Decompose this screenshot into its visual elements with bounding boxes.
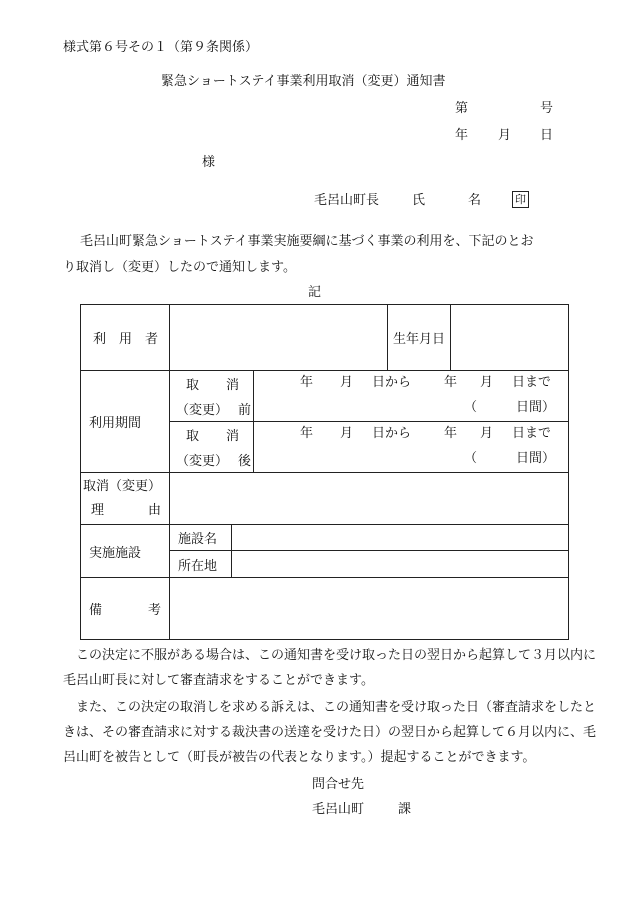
doc-number-prefix: 第: [455, 101, 469, 116]
period-label: 利用期間: [89, 416, 142, 431]
after-days-open: （: [464, 451, 478, 466]
remarks-label-a: 備: [89, 603, 103, 618]
reason-label-cell: [81, 473, 170, 525]
facility-name-label-cell: [170, 525, 232, 551]
notice-table: [80, 304, 569, 640]
note-2-line-3: 呂山町を被告として（町長が被告の代表となります。）提起することができます。: [63, 750, 536, 765]
after-from-day: 日から: [372, 426, 412, 441]
before-label-c: （変更）: [176, 403, 229, 418]
before-to-day: 日まで: [512, 375, 552, 390]
user-label: 利 用 者: [93, 332, 159, 347]
after-label-a: 取: [186, 429, 200, 444]
date-year-label: 年: [455, 128, 469, 143]
before-label-a: 取: [186, 378, 200, 393]
form-number: 様式第６号その１（第９条関係）: [63, 40, 259, 55]
before-from-year: 年: [300, 375, 314, 390]
before-to-year: 年: [444, 375, 458, 390]
user-label-cell: [81, 305, 170, 371]
period-label-cell: [81, 371, 170, 473]
name-label-2: 名: [468, 193, 482, 208]
ki-heading: 記: [308, 285, 322, 300]
note-2-line-1: また、この決定の取消しを求める訴えは、この通知書を受け取った日（審査請求をしたと: [76, 700, 597, 715]
seal-mark: 印: [512, 191, 529, 208]
facility-address-label-cell: [170, 551, 232, 578]
note-1-line-1: この決定に不服がある場合は、この通知書を受け取った日の翌日から起算して３月以内に: [76, 648, 597, 663]
date-day-label: 日: [540, 128, 554, 143]
remarks-label-cell: [81, 578, 170, 640]
after-from-year: 年: [300, 426, 314, 441]
remarks-value-cell[interactable]: [170, 578, 569, 640]
after-days-cell[interactable]: [254, 447, 569, 473]
after-days-close: 日間）: [516, 451, 556, 466]
after-label-cell-2: [170, 447, 254, 473]
birthdate-value-cell[interactable]: [451, 305, 569, 371]
contact-label: 問合せ先: [312, 777, 365, 792]
facility-label: 実施施設: [89, 545, 142, 561]
intro-line-1: 毛呂山町緊急ショートステイ事業実施要綱に基づく事業の利用を、下記のとお: [80, 234, 534, 249]
facility-name-value-cell[interactable]: [232, 525, 569, 551]
after-from-month: 月: [340, 426, 354, 441]
reason-label-1: 取消（変更）: [83, 478, 162, 494]
before-label-b: 消: [225, 378, 239, 393]
reason-label-2a: 理: [91, 502, 105, 518]
reason-label-2b: 由: [147, 502, 161, 518]
birthdate-label-cell: [388, 305, 451, 371]
note-2-line-2: きは、その審査請求に対する裁決書の送達を受けた日）の翌日から起算して６月以内に、毛: [63, 725, 597, 740]
name-label-1: 氏: [412, 193, 426, 208]
facility-address-value-cell[interactable]: [232, 551, 569, 578]
before-label-cell-2: [170, 396, 254, 422]
before-from-day: 日から: [372, 375, 412, 390]
before-from-month: 月: [340, 375, 354, 390]
user-value-cell[interactable]: [170, 305, 388, 371]
after-label-b: 消: [225, 429, 239, 444]
reason-value-cell[interactable]: [170, 473, 569, 525]
contact-dept-suffix: 課: [398, 802, 412, 817]
after-to-year: 年: [444, 426, 458, 441]
before-label-cell: [170, 371, 254, 397]
before-label-d: 前: [237, 403, 251, 418]
after-dates-cell[interactable]: [254, 422, 569, 448]
birthdate-label: 生年月日: [393, 332, 446, 347]
addressee-suffix: 様: [202, 155, 216, 170]
after-label-cell: [170, 422, 254, 448]
before-dates-cell[interactable]: [254, 371, 569, 397]
facility-name-label: 施設名: [178, 532, 218, 547]
after-label-d: 後: [237, 454, 251, 469]
before-days-open: （: [464, 400, 478, 415]
facility-address-label: 所在地: [178, 558, 218, 574]
remarks-label-b: 考: [147, 603, 161, 618]
date-month-label: 月: [498, 128, 512, 143]
intro-line-2: り取消し（変更）したので通知します。: [63, 260, 296, 275]
after-to-month: 月: [480, 426, 494, 441]
issuer-title: 毛呂山町長: [314, 193, 380, 208]
after-to-day: 日まで: [512, 426, 552, 441]
facility-label-cell: [81, 525, 170, 578]
before-to-month: 月: [480, 375, 494, 390]
after-label-c: （変更）: [176, 454, 229, 469]
before-days-cell[interactable]: [254, 396, 569, 422]
before-days-close: 日間）: [516, 400, 556, 415]
document-title: 緊急ショートステイ事業利用取消（変更）通知書: [161, 74, 446, 89]
doc-number-suffix: 号: [540, 101, 554, 116]
note-1-line-2: 毛呂山町長に対して審査請求をすることができます。: [63, 673, 374, 688]
contact-dept-prefix: 毛呂山町: [312, 802, 365, 817]
